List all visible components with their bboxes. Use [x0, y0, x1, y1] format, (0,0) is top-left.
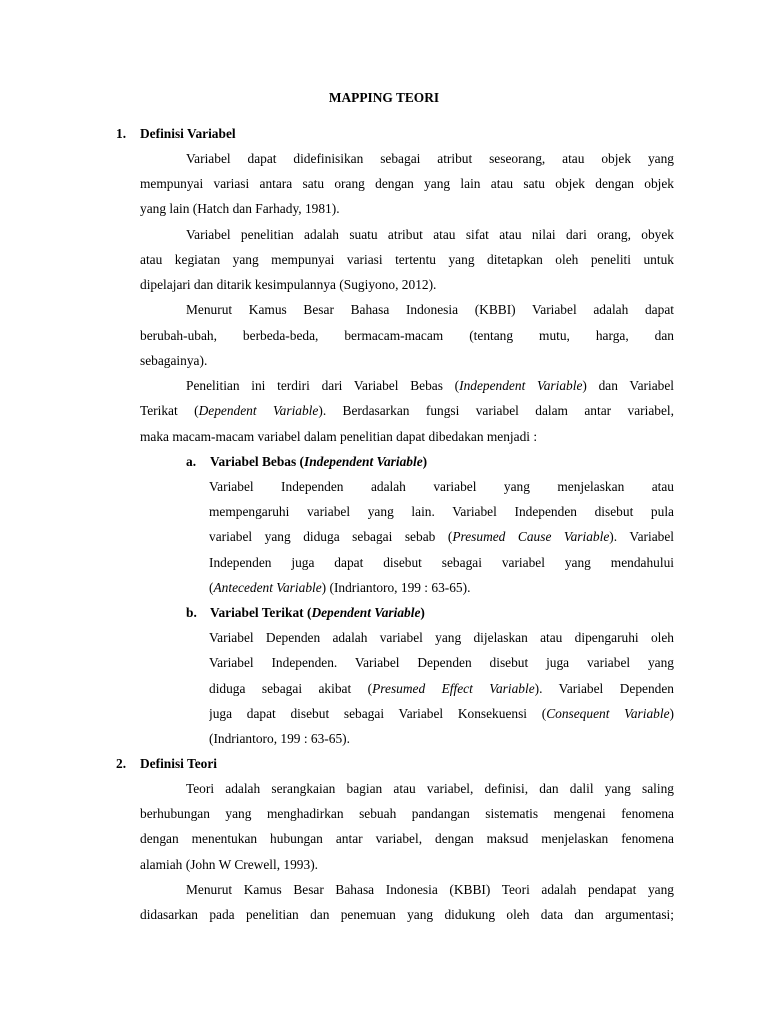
- section-1-heading: [116, 124, 236, 144]
- paragraph-line: atau kegiatan yang mempunyai variasi tertentu yang ditetapkan oleh peneliti untuk: [140, 252, 674, 267]
- paragraph-line: Independen juga dapat disebut sebagai variabel yang mendahului: [209, 555, 674, 570]
- subsection-b-heading: [186, 603, 425, 623]
- paragraph-line: sebagainya).: [140, 353, 208, 368]
- paragraph-line: Variabel Independen adalah variabel yang menjelaskan atau: [209, 479, 674, 494]
- text-run: ): [669, 706, 674, 721]
- section-1-number: 1.: [116, 126, 127, 141]
- paragraph-line: Teori adalah serangkaian bagian atau variabel, definisi, dan dalil yang saling: [186, 781, 674, 796]
- paragraph-line: maka macam-macam variabel dalam penelitian dapat dibedakan menjadi :: [140, 429, 538, 444]
- italic-term: Dependent Variable: [311, 605, 421, 620]
- subsection-a-heading: [186, 452, 427, 472]
- paragraph-line: berubah-ubah, berbeda-beda, bermacam-macam (tentang mutu, harga, dan: [140, 328, 674, 343]
- paragraph-line: Variabel penelitian adalah suatu atribut atau sifat atau nilai dari orang, obyek: [186, 227, 674, 242]
- text-run: ). Variabel Dependen: [534, 681, 674, 696]
- italic-term: Antecedent Variable: [213, 580, 322, 595]
- paragraph-line: yang lain (Hatch dan Farhady, 1981).: [140, 201, 340, 216]
- paragraph-line: Menurut Kamus Besar Bahasa Indonesia (KBBI) Teori adalah pendapat yang: [186, 882, 674, 897]
- italic-term: Independent Variable: [459, 378, 583, 393]
- text-run: ) (Indriantoro, 199 : 63-65).: [321, 580, 471, 595]
- paragraph-line: [209, 527, 674, 547]
- paragraph-line: Variabel Dependen adalah variabel yang dijelaskan atau dipengaruhi oleh: [209, 630, 674, 645]
- paragraph-line: Variabel Independen. Variabel Dependen disebut juga variabel yang: [209, 655, 674, 670]
- section-2-title: Definisi Teori: [140, 756, 218, 771]
- paragraph-line: mempunyai variasi antara satu orang dengan yang lain atau satu objek dengan objek: [140, 176, 674, 191]
- paragraph-line: Menurut Kamus Besar Bahasa Indonesia (KBBI) Variabel adalah dapat: [186, 302, 674, 317]
- text-run: ) dan Variabel: [582, 378, 674, 393]
- text-run: ). Berdasarkan fungsi variabel dalam antar variabel,: [318, 403, 674, 418]
- paragraph-line: Variabel dapat didefinisikan sebagai atribut seseorang, atau objek yang: [186, 151, 674, 166]
- text-run: ): [420, 605, 425, 620]
- text-run: variabel yang diduga sebagai sebab (: [209, 529, 453, 544]
- paragraph-line: [140, 401, 674, 421]
- section-1-title: Definisi Variabel: [140, 126, 236, 141]
- paragraph-line: didasarkan pada penelitian dan penemuan yang didukung oleh data dan argumentasi;: [140, 907, 674, 922]
- text-run: Terikat (: [140, 403, 199, 418]
- text-run: juga dapat disebut sebagai Variabel Konsekuensi (: [209, 706, 547, 721]
- subsection-a-letter: a.: [186, 454, 197, 469]
- paragraph-line: alamiah (John W Crewell, 1993).: [140, 857, 319, 872]
- italic-term: Presumed Effect Variable: [372, 681, 535, 696]
- page-title: MAPPING TEORI: [328, 90, 440, 105]
- text-run: Variabel Terikat (: [210, 605, 312, 620]
- italic-term: Consequent Variable: [546, 706, 670, 721]
- paragraph-line: [209, 704, 674, 724]
- italic-term: Independent Variable: [304, 454, 423, 469]
- text-run: Variabel Bebas (: [210, 454, 304, 469]
- text-run: Penelitian ini terdiri dari Variabel Bebas (: [186, 378, 460, 393]
- paragraph-line: [209, 578, 470, 598]
- text-run: (: [209, 580, 214, 595]
- text-run: diduga sebagai akibat (: [209, 681, 373, 696]
- paragraph-line: dipelajari dan ditarik kesimpulannya (Sugiyono, 2012).: [140, 277, 437, 292]
- italic-term: Presumed Cause Variable: [452, 529, 610, 544]
- text-run: ). Variabel: [609, 529, 674, 544]
- paragraph-line: dengan menentukan hubungan antar variabel, dengan maksud menjelaskan fenomena: [140, 831, 674, 846]
- subsection-b-letter: b.: [186, 605, 197, 620]
- paragraph-line: mempengaruhi variabel yang lain. Variabel Independen disebut pula: [209, 504, 674, 519]
- paragraph-line: berhubungan yang menghadirkan sebuah pandangan sistematis mengenai fenomena: [140, 806, 674, 821]
- paragraph-line: (Indriantoro, 199 : 63-65).: [209, 731, 350, 746]
- section-2-number: 2.: [116, 756, 127, 771]
- section-2-heading: [116, 754, 217, 774]
- text-run: ): [422, 454, 428, 469]
- paragraph-line: [186, 376, 674, 396]
- italic-term: Dependent Variable: [198, 403, 319, 418]
- paragraph-line: [209, 679, 674, 699]
